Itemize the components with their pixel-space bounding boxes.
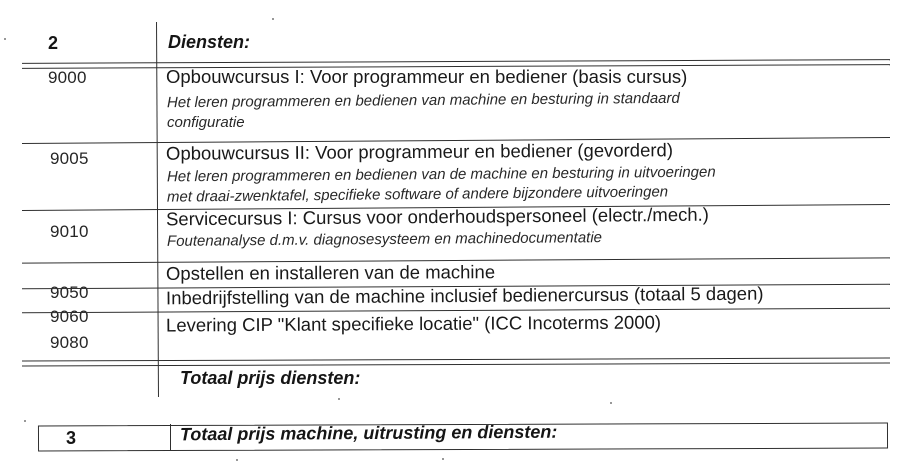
table-rule	[22, 59, 890, 64]
scan-speck	[442, 458, 444, 460]
item-title: Servicecursus I: Cursus voor onderhoudspersoneel (electr./mech.)	[165, 203, 709, 230]
section3-heading: Totaal prijs machine, uitrusting en diensten:	[179, 421, 558, 445]
scan-speck	[272, 18, 274, 20]
section-number: 2	[48, 33, 59, 53]
item-detail: Het leren programmeren en bedienen van de machine en besturing in uitvoeringen	[166, 163, 716, 186]
item-title: Opbouwcursus II: Voor programmeur en bediener (gevorderd)	[165, 139, 674, 164]
scan-speck	[4, 38, 6, 40]
item-detail: Het leren programmeren en bedienen van machine en besturing in standaard	[166, 89, 680, 112]
item-detail: Foutenanalyse d.m.v. diagnosesysteem en machinedocumentatie	[166, 229, 603, 250]
item-title: Levering CIP "Klant specifieke locatie" (ICC Incoterms 2000)	[165, 311, 662, 336]
scan-speck	[236, 459, 238, 461]
total-services-label: Totaal prijs diensten:	[180, 368, 361, 388]
item-code: 9010	[50, 222, 89, 241]
item-code: 9050	[50, 283, 89, 302]
table-rule	[22, 362, 890, 366]
scan-speck	[610, 402, 612, 404]
section-heading: Diensten:	[168, 32, 251, 52]
item-title: Inbedrijfstelling van de machine inclusief bedienercursus (totaal 5 dagen)	[165, 282, 764, 309]
scan-speck	[338, 398, 340, 400]
item-code: 9080	[50, 333, 89, 352]
section3-divider	[170, 424, 171, 450]
item-code: 9000	[48, 68, 87, 87]
item-title: Opbouwcursus I: Voor programmeur en bediener (basis cursus)	[166, 66, 688, 87]
item-title: Opstellen en installeren van de machine	[165, 261, 496, 284]
item-code: 9060	[50, 307, 89, 326]
scan-speck	[24, 420, 26, 422]
section3-number: 3	[66, 428, 77, 448]
table-rule	[22, 357, 890, 361]
item-detail: configuratie	[167, 114, 245, 131]
item-detail: met draai-zwenktafel, specifieke software of andere bijzondere uitvoeringen	[166, 183, 669, 206]
item-code: 9005	[50, 149, 89, 168]
